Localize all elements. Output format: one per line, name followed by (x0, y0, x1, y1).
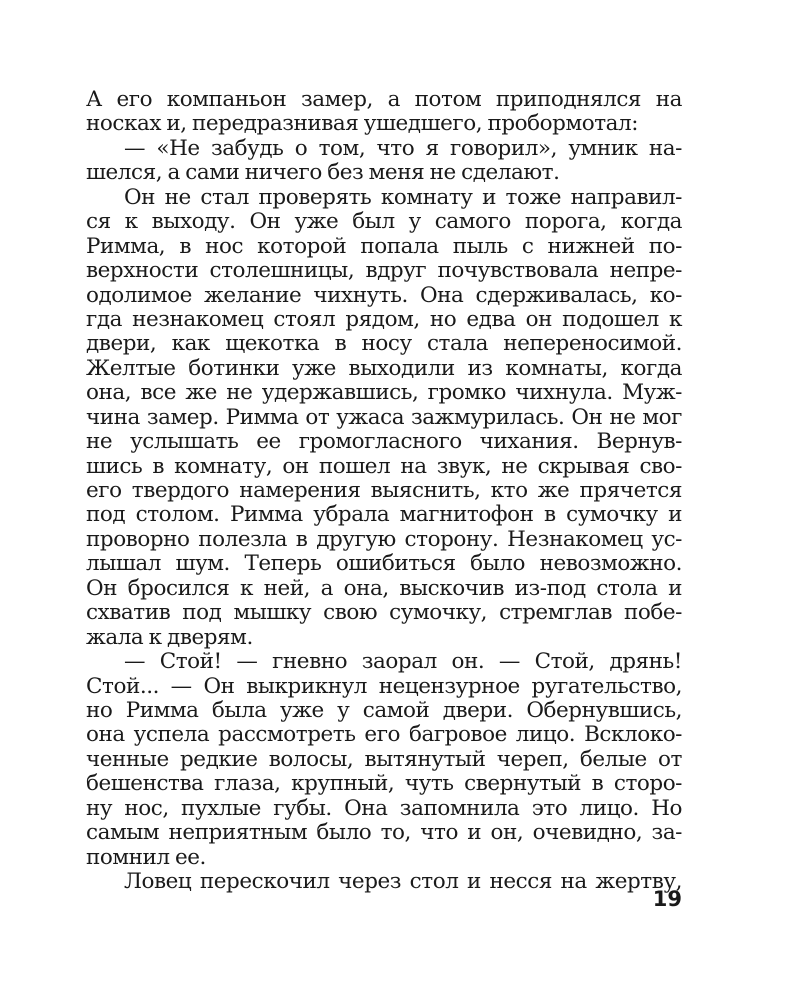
text-line: Римма, в нос которой попала пыль с нижней по- (86, 233, 682, 259)
text-line: ну нос, пухлые губы. Она запомнила это лицо. Но (86, 795, 682, 821)
text-line: шись в комнату, он пошел на звук, не скрывая сво- (86, 453, 682, 479)
text-line: помнил ее. (86, 844, 206, 870)
text-line: жала к дверям. (86, 624, 253, 650)
text-line: носках и, передразнивая ушедшего, пробормотал: (86, 111, 639, 137)
text-line: не услышать ее громогласного чихания. Вернув- (86, 429, 682, 455)
text-line: — Стой! — гневно заорал он. — Стой, дрянь! (124, 649, 682, 675)
text-line: двери, как щекотка в носу стала непереносимой. (86, 331, 682, 357)
text-line: Ловец перескочил через стол и несся на жертву, (124, 869, 682, 894)
page-number: 19 (652, 887, 682, 911)
text-line: проворно полезла в другую сторону. Незнакомец ус- (86, 526, 682, 552)
text-line: гда незнакомец стоял рядом, но едва он подошел к (86, 306, 682, 332)
text-line: А его компаньон замер, а потом приподнялся на (86, 87, 682, 112)
text-line: — «Не забудь о том, что я говорил», умник на- (124, 135, 682, 161)
text-line: чина замер. Римма от ужаса зажмурилась. Он не мог (86, 404, 682, 430)
text-line: она успела рассмотреть его багровое лицо. Всклоко- (86, 722, 682, 748)
text-line: Он бросился к ней, а она, выскочив из-под стола и (86, 575, 682, 601)
text-line: под столом. Римма убрала магнитофон в сумочку и (86, 502, 682, 528)
text-line: ченные редкие волосы, вытянутый череп, белые от (86, 746, 682, 772)
text-line: она, все же не удержавшись, громко чихнула. Муж- (86, 380, 682, 406)
text-line: схватив под мышку свою сумочку, стремглав побе- (86, 600, 682, 626)
text-line: Он не стал проверять комнату и тоже направил- (124, 184, 682, 210)
text-line: Стой... — Он выкрикнул нецензурное ругательство, (86, 673, 682, 699)
book-page-text (86, 88, 682, 894)
text-line: самым неприятным было то, что и он, очевидно, за- (86, 820, 682, 846)
text-line: верхности столешницы, вдруг почувствовала непре- (86, 258, 682, 284)
text-line: шелся, а сами ничего без меня не сделают. (86, 160, 560, 186)
text-line: лышал шум. Теперь ошибиться было невозможно. (86, 551, 682, 577)
text-line: но Римма была уже у самой двери. Обернувшись, (86, 697, 682, 723)
text-line: его твердого намерения выяснить, кто же прячется (86, 478, 682, 503)
text-line: Желтые ботинки уже выходили из комнаты, когда (86, 355, 682, 381)
text-line: бешенства глаза, крупный, чуть свернутый в сторо- (86, 771, 682, 797)
text-line: одолимое желание чихнуть. Она сдерживалась, ко- (86, 282, 682, 308)
text-line: ся к выходу. Он уже был у самого порога, когда (86, 209, 682, 235)
